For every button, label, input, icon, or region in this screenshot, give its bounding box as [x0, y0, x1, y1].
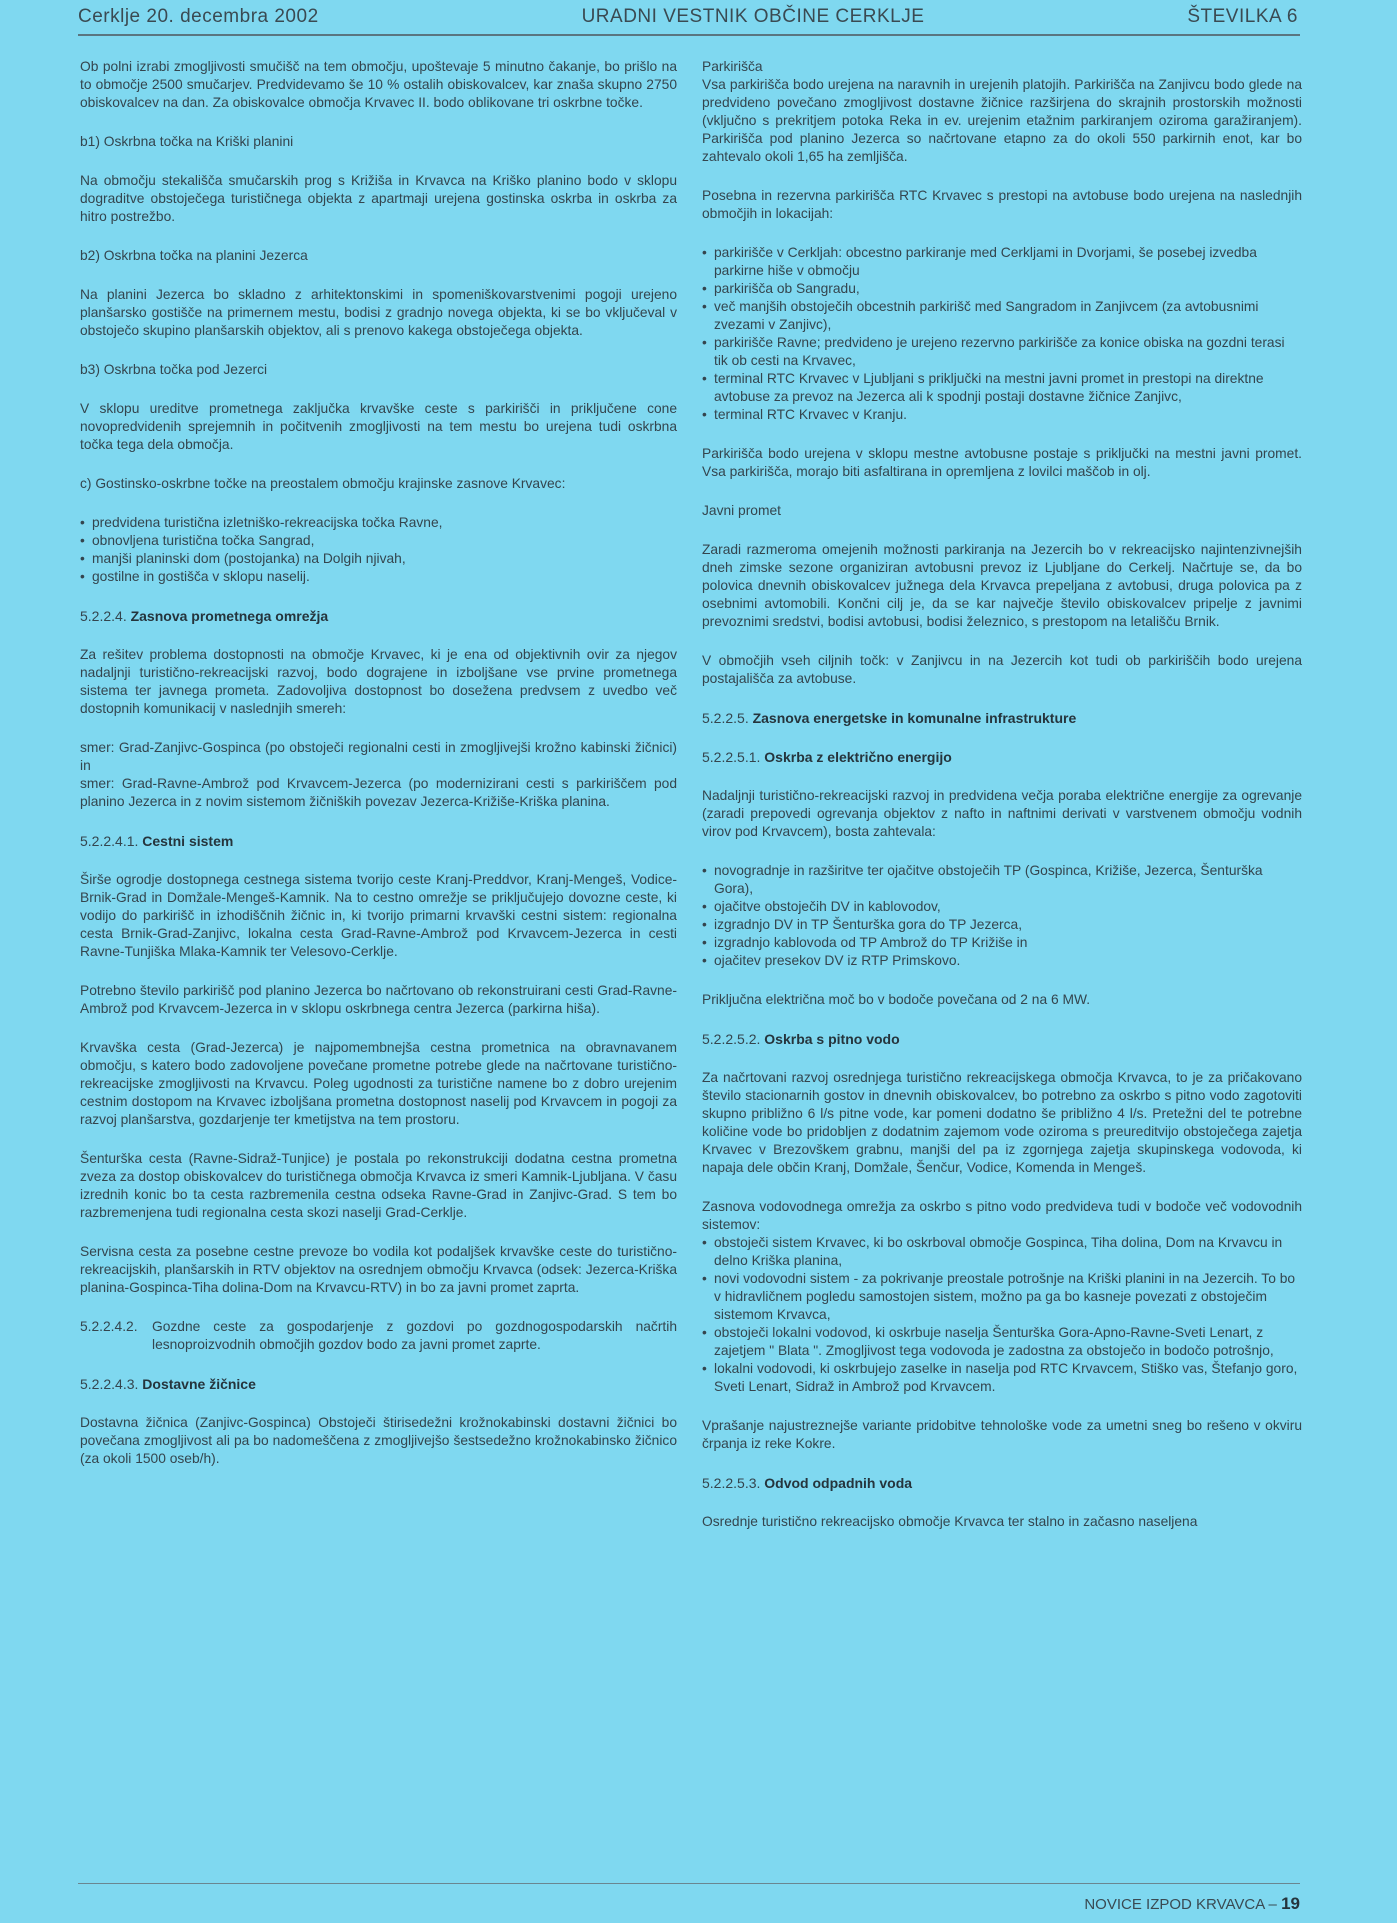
section-52241-heading [80, 832, 677, 850]
section-5224-heading [80, 607, 677, 625]
list-item: • manjši planinski dom (postojanka) na Dolgih njivah, [80, 550, 677, 568]
public-transport-paragraph-2: V območjih vseh ciljnih točk: v Zanjivcu in na Jezercih kot tudi ob parkiriščih bodo urejena postajališča za avtobuse. [702, 653, 1302, 686]
intro-paragraph: Ob polni izrabi zmogljivosti smučišč na tem območju, upoštevaje 5 minutno čakanje, bo prišlo na to območje 2500 smučarjev. Predvidevamo še 10 % ostalih obiskovalcev, kar znaša skupno 2750 obiskovalcev na dan. Za obiskovalce območja Krvavec II. bodo oblikovane tri oskrbne točke. [80, 59, 677, 110]
section-52252-heading [702, 1030, 1302, 1048]
list-item: • obnovljena turistična točka Sangrad, [80, 532, 677, 550]
section-title: Oskrba s pitno vodo [764, 1031, 900, 1047]
parking-list [702, 244, 1302, 424]
section-title: Odvod odpadnih voda [764, 1475, 913, 1491]
b2-paragraph: Na planini Jezerca bo skladno z arhitektonskimi in spomeniškovarstvenimi pogoji urejeno planšarsko gostišče na primernem mestu, bodisi z gradnjo novega objekta, ki se bo vključeval v obstoječo skupino planšarskih objektov, ali s prenovo kakega obstoječega objekta. [80, 287, 677, 338]
section-title: Oskrba z električno energijo [764, 749, 952, 765]
road-paragraph-5: Servisna cesta za posebne cestne prevoze bo vodila kot podaljšek krvavške ceste do turistično-rekreacijskih, planšarskih in RTV objektov na osrednjem območju Krvavca (odsek: Jezerca-Kriška planina-Gospinca-Tiha dolina-Dom na Krvavcu-RTV) in bo za javni promet zaprta. [80, 1244, 677, 1295]
list-item: • ojačitev presekov DV iz RTP Primskovo. [702, 952, 1302, 970]
public-transport-heading: Javni promet [702, 503, 781, 518]
footer-rule [78, 1883, 1300, 1884]
list-item: • izgradnjo DV in TP Šenturška gora do TP Jezerca, [702, 916, 1302, 934]
b2-heading: b2) Oskrbna točka na planini Jezerca [80, 248, 308, 263]
water-paragraph-3: Vprašanje najustreznejše variante pridobitve tehnološke vode za umetni sneg bo rešeno v okviru črpanja iz reke Kokre. [702, 1418, 1302, 1451]
list-item: • predvidena turistična izletniško-rekreacijska točka Ravne, [80, 514, 677, 532]
road-paragraph-1: Širše ogrodje dostopnega cestnega sistema tvorijo ceste Kranj-Preddvor, Kranj-Mengeš, Vodice-Brnik-Grad in Domžale-Mengeš-Kamnik. Na to cestno omrežje se priključujejo dovozne ceste, ki vodijo do parkirišč in izhodiščnih žičnic in, ki tvorijo primarni krvavški cestni sistem: regionalna cesta Brnik-Grad-Zanjivc, lokalna cesta Grad-Ravne-Ambrož pod Krvavcem-Jezerca in cesti Ravne-Tunjiška Mlaka-Kamnik ter Velesovo-Cerklje. [80, 872, 677, 959]
list-item: • terminal RTC Krvavec v Ljubljani s priključki na mestni javni promet in prestopi na direktne avtobuse za prevoz na Jezerca ali k spodnji postaji dostavne žičnice Zanjivc, [702, 370, 1302, 406]
parking-paragraph-3: Parkirišča bodo urejena v sklopu mestne avtobusne postaje s priključki na mestni javni promet. Vsa parkirišča, morajo biti asfaltirana in opremljena z lovilci maščob in olj. [702, 446, 1302, 479]
electricity-paragraph: Nadaljnji turistično-rekreacijski razvoj in predvidena večja poraba električne energije za ogrevanje (zaradi prepovedi ogrevanja objektov z nafto in naftnimi derivati v varstvenem območju vodnih virov pod Krvavcem), bosta zahtevala: [702, 788, 1302, 839]
footer-label: NOVICE IZPOD KRVAVCA – [1084, 1896, 1277, 1913]
list-item: • ojačitve obstoječih DV in kablovodov, [702, 898, 1302, 916]
page-footer [1084, 1894, 1300, 1914]
b1-heading: b1) Oskrbna točka na Kriški planini [80, 134, 294, 149]
section-52242-text: Gozdne ceste za gospodarjenje z gozdovi po gozdnogospodarskih načrtih lesnoproizvodnih območjih gozdov bodo za javni promet zaprte. [152, 1319, 677, 1352]
section-number: 5.2.2.4.2. [80, 1319, 138, 1334]
direction-1: smer: Grad-Zanjivc-Gospinca (po obstoječi regionalni cesti in zmogljivejši krožno kabinski žičnici) in [80, 740, 677, 773]
left-column [80, 58, 677, 1489]
parking-heading: Parkirišča [702, 59, 763, 74]
b1-paragraph: Na območju stekališča smučarskih prog s Križiša in Krvavca na Kriško planino bodo v sklopu dograditve obstoječega turističnega objekta z apartmaji urejena gostinska oskrba in oskrba za hitro postrežbo. [80, 173, 677, 224]
list-item: • več manjših obstoječih obcestnih parkirišč med Sangradom in Zanjivcem (za avtobusnimi zvezami v Zanjivc), [702, 298, 1302, 334]
header-date: Cerklje 20. decembra 2002 [78, 6, 319, 27]
water-paragraph-1: Za načrtovani razvoj osrednjega turistično rekreacijskega območja Krvavca, to je za pričakovano število stacionarnih gostov in dnevnih obiskovalcev, bo potrebno za oskrbo s pitno vodo zagotoviti skupno približno 6 l/s pitne vode, kar pomeni dodatno še približno 4 l/s. Pretežni del te potrebne količine vode bo pridobljen z dodatnim zajemom vode oziroma s preureditvijo obstoječega zajetja Krvavec v Brezovškem grabnu, manjši del pa iz zgornjega zajetja skupinskega vodovoda, ki napaja dele občin Kranj, Domžale, Šenčur, Vodice, Komenda in Mengeš. [702, 1070, 1302, 1175]
b3-heading: b3) Oskrbna točka pod Jezerci [80, 362, 268, 377]
road-paragraph-2: Potrebno število parkirišč pod planino Jezerca bo načrtovano ob rekonstruirani cesti Grad-Ravne-Ambrož pod Krvavcem-Jezerca in v sklopu oskrbnega centra Jezerca (parkirna hiša). [80, 983, 677, 1016]
section-number: 5.2.2.4. [80, 608, 127, 624]
list-item: • izgradnjo kablovoda od TP Ambrož do TP Križiše in [702, 934, 1302, 952]
cable-paragraph: Dostavna žičnica (Zanjivc-Gospinca) Obstoječi štirisedežni krožnokabinski dostavni žičnici bo povečana zmogljivost ali pa bo nadomeščena z zmogljivejšo šestsedežno krožnokabinsko žičnico (za okoli 1500 oseb/h). [80, 1415, 677, 1466]
list-item: • obstoječi sistem Krvavec, ki bo oskrboval območje Gospinca, Tiha dolina, Dom na Krvavcu in delno Kriška planina, [702, 1234, 1302, 1270]
section-title: Cestni sistem [142, 833, 234, 849]
electricity-paragraph-2: Priključna električna moč bo v bodoče povečana od 2 na 6 MW. [702, 992, 1091, 1007]
section-title: Zasnova energetske in komunalne infrastrukture [752, 710, 1077, 726]
list-item: • lokalni vodovodi, ki oskrbujejo zaselke in naselja pod RTC Krvavcem, Stiško vas, Štefanjo goro, Sveti Lenart, Sidraž in Ambrož pod Krvavcem. [702, 1360, 1302, 1396]
section-title: Dostavne žičnice [142, 1376, 256, 1392]
list-item: • gostilne in gostišča v sklopu naselij. [80, 568, 677, 586]
list-item: • novi vodovodni sistem - za pokrivanje preostale potrošnje na Kriški planini in na Jezercih. To bo v hidravličnem pogledu samostojen sistem, možno pa ga bo kasneje povezati z obstoječim sistemom Krvavca, [702, 1270, 1302, 1324]
water-list [702, 1234, 1302, 1396]
section-number: 5.2.2.5.3. [702, 1475, 761, 1491]
direction-2: smer: Grad-Ravne-Ambrož pod Krvavcem-Jezerca (po modernizirani cesti s parkiriščem pod planino Jezerca in z novim sistemom žičniških povezav Jezerca-Križiše-Kriška planina. [80, 776, 677, 809]
c-list [80, 514, 677, 586]
list-item: • novogradnje in razširitve ter ojačitve obstoječih TP (Gospinca, Križiše, Jezerca, Šenturška Gora), [702, 862, 1302, 898]
water-paragraph-2: Zasnova vodovodnega omrežja za oskrbo s pitno vodo predvideva tudi v bodoče več vodovodnih sistemov: [702, 1199, 1302, 1232]
section-52253-heading [702, 1474, 1302, 1492]
public-transport-paragraph-1: Zaradi razmeroma omejenih možnosti parkiranja na Jezercih bo v rekreacijsko najintenzivnejših dneh zimske sezone organiziran avtobusni prevoz iz Ljubljane do Cerkelj. Načrtuje se, da bo polovica dnevnih obiskovalcev južnega dela Krvavca prepeljana z avtobusi, druga polovica pa z osebnimi avtomobili. Končni cilj je, da se kar največje število obiskovalcev pripelje z javnimi prevoznimi sredstvi, bodisi avtobusi, bodisi železnico, s prestopom na letališču Brnik. [702, 542, 1302, 629]
section-number: 5.2.2.5.2. [702, 1031, 761, 1047]
road-paragraph-4: Šenturška cesta (Ravne-Sidraž-Tunjice) je postala po rekonstrukciji dodatna cestna prometna zveza za dostop obiskovalcev do turističnega območja Krvavca iz smeri Kamnik-Ljubljana. V času izrednih konic bo ta cesta razbremenila cestna odseka Ravne-Grad in Zanjivc-Grad. S tem bo razbremenjena tudi regionalna cesta skozi naselji Grad-Cerklje. [80, 1151, 677, 1220]
header-rule [78, 34, 1300, 36]
section-52242 [80, 1318, 677, 1354]
page-header [78, 2, 1298, 32]
section-number: 5.2.2.4.1. [80, 833, 139, 849]
list-item: • obstoječi lokalni vodovod, ki oskrbuje naselja Šenturška Gora-Apno-Ravne-Sveti Lenart, z zajetjem " Blata ". Zmogljivost tega vodovoda je zadostna za obstoječo in bodočo potrošnjo, [702, 1324, 1302, 1360]
section-number: 5.2.2.5.1. [702, 749, 761, 765]
section-52251-heading [702, 748, 1302, 766]
page-number: 19 [1281, 1894, 1300, 1913]
right-column [702, 58, 1302, 1552]
section-number: 5.2.2.5. [702, 710, 749, 726]
section-title: Zasnova prometnega omrežja [130, 608, 329, 624]
section-5224-paragraph: Za rešitev problema dostopnosti na območje Krvavec, ki je ena od objektivnih ovir za njegov nadaljnji turistično-rekreacijski razvoj, bodo dograjene in izboljšane vse prvine prometnega sistema ter javnega prometa. Zadovoljiva dostopnost bo dosežena predvsem z uvedbo več dostopnih komunikacij v naslednjih smereh: [80, 647, 677, 716]
road-paragraph-3: Krvavška cesta (Grad-Jezerca) je najpomembnejša cestna prometnica na obravnavanem območju, s katero bodo zadovoljene povečane prometne potrebe glede na načrtovane turistično-rekreacijske zmogljivosti na Krvavcu. Poleg ugodnosti za turistične namene bo z dobro urejenim cestnim dostopom na Krvavec izboljšana prometna dostopnost naselij pod Krvavcem in pogoji za razvoj planšarstva, gozdarjenje ter kmetijstva na tem prostoru. [80, 1040, 677, 1127]
section-5225-heading [702, 709, 1302, 727]
parking-paragraph-2: Posebna in rezervna parkirišča RTC Krvavec s prestopi na avtobuse bodo urejena na naslednjih območjih in lokacijah: [702, 188, 1302, 221]
header-issue: ŠTEVILKA 6 [1187, 6, 1298, 27]
section-52243-heading [80, 1375, 677, 1393]
c-heading: c) Gostinsko-oskrbne točke na preostalem območju krajinske zasnove Krvavec: [80, 476, 566, 491]
b3-paragraph: V sklopu ureditve prometnega zaključka krvavške ceste s parkirišči in priključene cone novopredvidenih sprejemnih in počitvenih zmogljivosti na tem mestu bo urejena tudi oskrbna točka tega dela območja. [80, 401, 677, 452]
section-number: 5.2.2.4.3. [80, 1376, 139, 1392]
list-item: • parkirišče Ravne; predvideno je urejeno rezervno parkirišče za konice obiska na gozdni terasi tik ob cesti na Krvavec, [702, 334, 1302, 370]
list-item: • parkirišče v Cerkljah: obcestno parkiranje med Cerkljami in Dvorjami, še posebej izvedba parkirne hiše v območju [702, 244, 1302, 280]
header-title: URADNI VESTNIK OBČINE CERKLJE [581, 6, 925, 27]
wastewater-paragraph: Osrednje turistično rekreacijsko območje Krvavca ter stalno in začasno naseljena [702, 1514, 1198, 1529]
parking-paragraph-1: Vsa parkirišča bodo urejena na naravnih in urejenih platojih. Parkirišča na Zanjivcu bodo glede na predvideno povečano zmogljivost dostavne žičnice razširjena do skrajnih prostorskih možnosti (vključno s prekritjem potoka Reka in ev. urejenim etažnim parkiranjem oziroma garažiranjem). Parkirišča pod planino Jezerca so načrtovane etapno za do okoli 550 parkirnih enot, kar bo zahtevalo okoli 1,65 ha zemljišča. [702, 77, 1302, 164]
electricity-list [702, 862, 1302, 970]
list-item: • parkirišča ob Sangradu, [702, 280, 1302, 298]
list-item: • terminal RTC Krvavec v Kranju. [702, 406, 1302, 424]
